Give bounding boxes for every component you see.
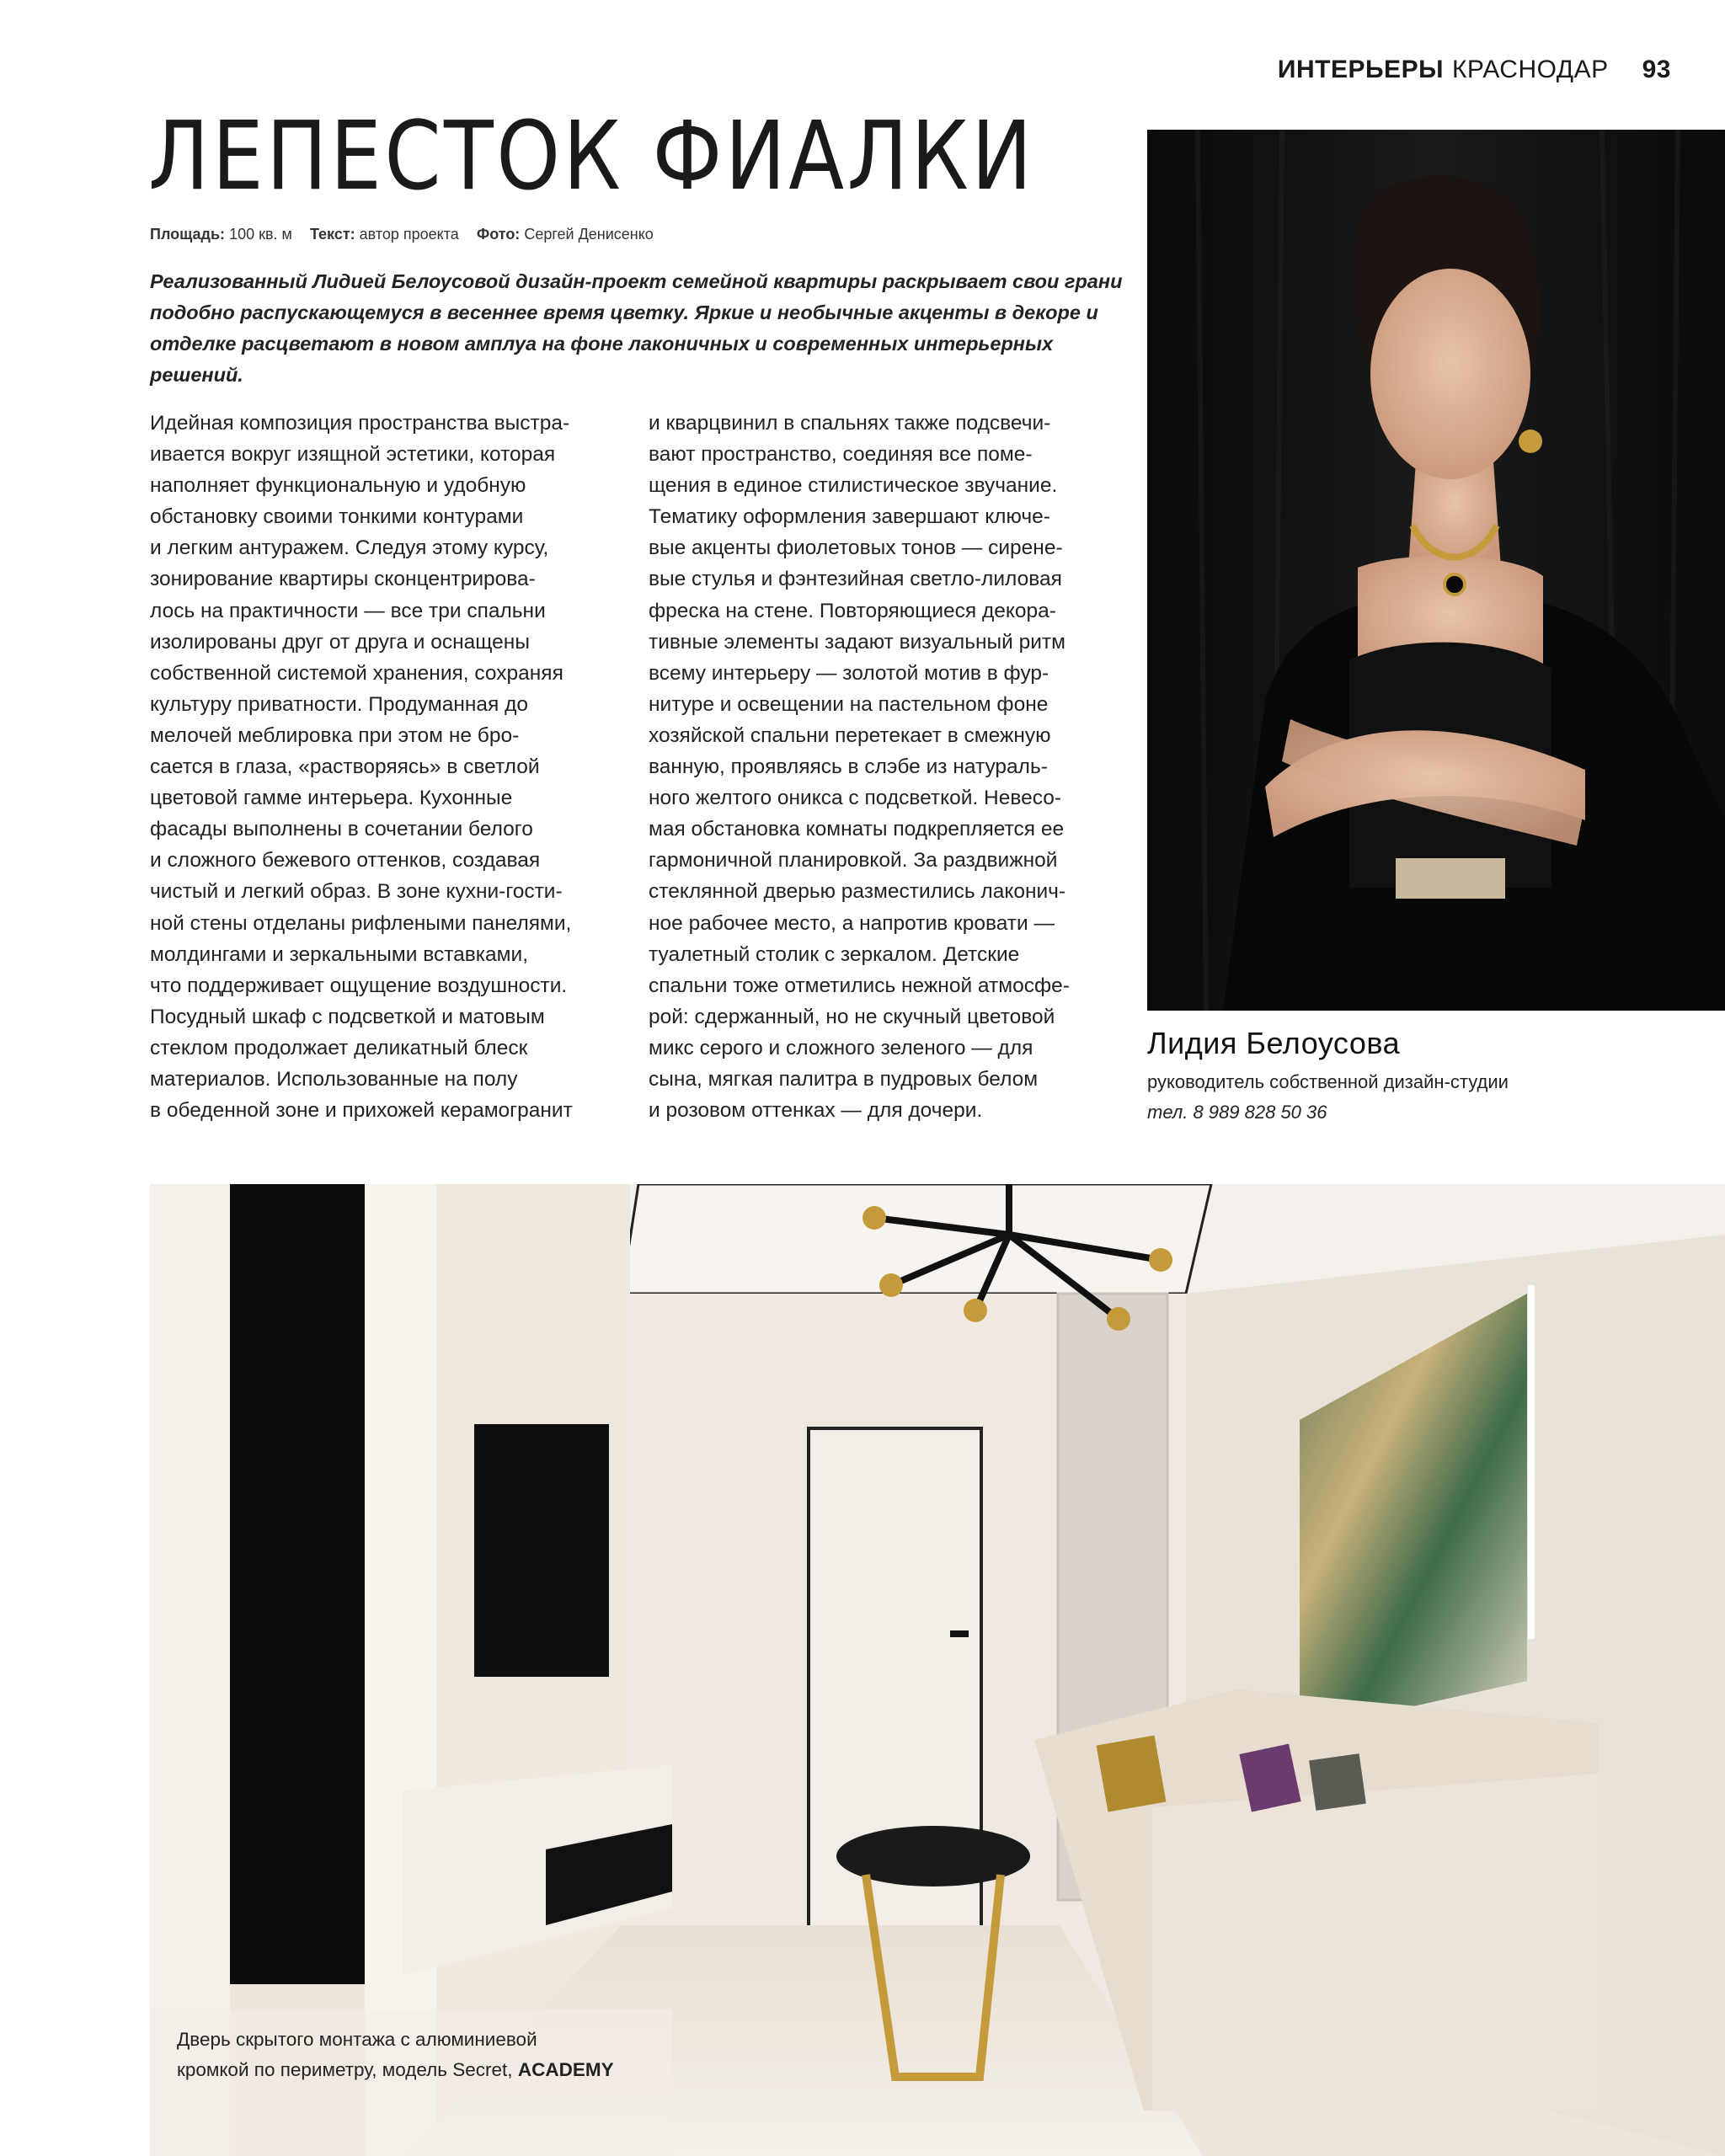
interior-photo (150, 1184, 1725, 2156)
caption-brand: ACADEMY (517, 2059, 614, 2080)
interior-illustration (150, 1184, 1725, 2156)
section-name: ИНТЕРЬЕРЫ (1277, 56, 1444, 83)
city-name: КРАСНОДАР (1451, 56, 1609, 83)
body-column-right: и кварцвинил в спальнях также подсвечи- вают пространство, соединяя все поме- щения в единое стилистическое звучание. Тематику оформления завершают ключе- вые акценты фиолетовых тонов — сирене- вые стулья и фэнтезийная светло-лиловая фреска на стене. Повторяющиеся декора- тивные элементы задают визуальный ритм всему интерьеру — золотой мотив в фур- нитуре и освещении на пастельном фоне хозяйской спальни перетекает в смежную ванную, проявляясь в слэбе из натураль- ного желтого оникса с подсветкой. Невесо- мая обстановка комнаты подкрепляется ее гармоничной планировкой. За раздвижной стеклянной дверью разместились лаконич- ное рабочее место, а напротив кровати — туалетный столик с зеркалом. Детские спальни тоже отметились нежной атмосфе- рой: сдержанный, но не скучный цветовой микс серого и сложного зеленого — для сына, мягкая палитра в пудровых белом и розовом оттенках — для дочери. (649, 412, 1070, 1123)
article-lead: Реализованный Лидией Белоусовой дизайн-проект семейной квартиры раскрывает свои грани подобно распускающемуся в весеннее время цветку. Яркие и необычные акценты в декоре и отделке расцветают в новом амплуа на фоне лаконичных и современных интерьерных решений. (150, 270, 1123, 386)
area-value: 100 кв. м (229, 226, 292, 243)
running-head (1278, 56, 1671, 84)
article-credits (150, 226, 654, 243)
page-number: 93 (1642, 56, 1671, 83)
photo-label: Фото: (476, 226, 521, 243)
author-name: Лидия Белоусова (1147, 1026, 1401, 1060)
author-phone: тел. 8 989 828 50 36 (1147, 1102, 1327, 1123)
text-label: Текст: (309, 226, 355, 243)
photo-caption (177, 2025, 614, 2085)
author-role: руководитель собственной дизайн-студии (1147, 1071, 1509, 1092)
body-column-left: Идейная композиция пространства выстра- ивается вокруг изящной эстетики, которая наполняет функциональную и удобную обстановку своими тонкими контурами и легким антуражем. Следуя этому курсу, зонирование квартиры сконцентрирова- лось на практичности — все три спальни изолированы друг от друга и оснащены собственной системой хранения, сохраняя культуру приватности. Продуманная до мелочей меблировка при этом не бро- сается в глаза, «растворяясь» в светлой цветовой гамме интерьера. Кухонные фасады выполнены в сочетании белого и сложного бежевого оттенков, создавая чистый и легкий образ. В зоне кухни-гости- ной стены отделаны рифлеными панелями, молдингами и зеркальными вставками, что поддерживает ощущение воздушности. Посудный шкаф с подсветкой и матовым стеклом продолжает деликатный блеск материалов. Использованные на полу в обеденной зоне и прихожей керамогранит (150, 412, 573, 1123)
area-label: Площадь: (150, 226, 226, 243)
photo-value: Сергей Денисенко (524, 226, 654, 243)
text-value: автор проекта (359, 226, 459, 243)
caption-text: Дверь скрытого монтажа с алюминиевой кромкой по периметру, модель Secret, (177, 2029, 537, 2080)
author-portrait-photo (1147, 130, 1725, 1011)
portrait-illustration (1147, 130, 1725, 1011)
article-title: ЛЕПЕСТОК ФИАЛКИ (148, 102, 1035, 211)
